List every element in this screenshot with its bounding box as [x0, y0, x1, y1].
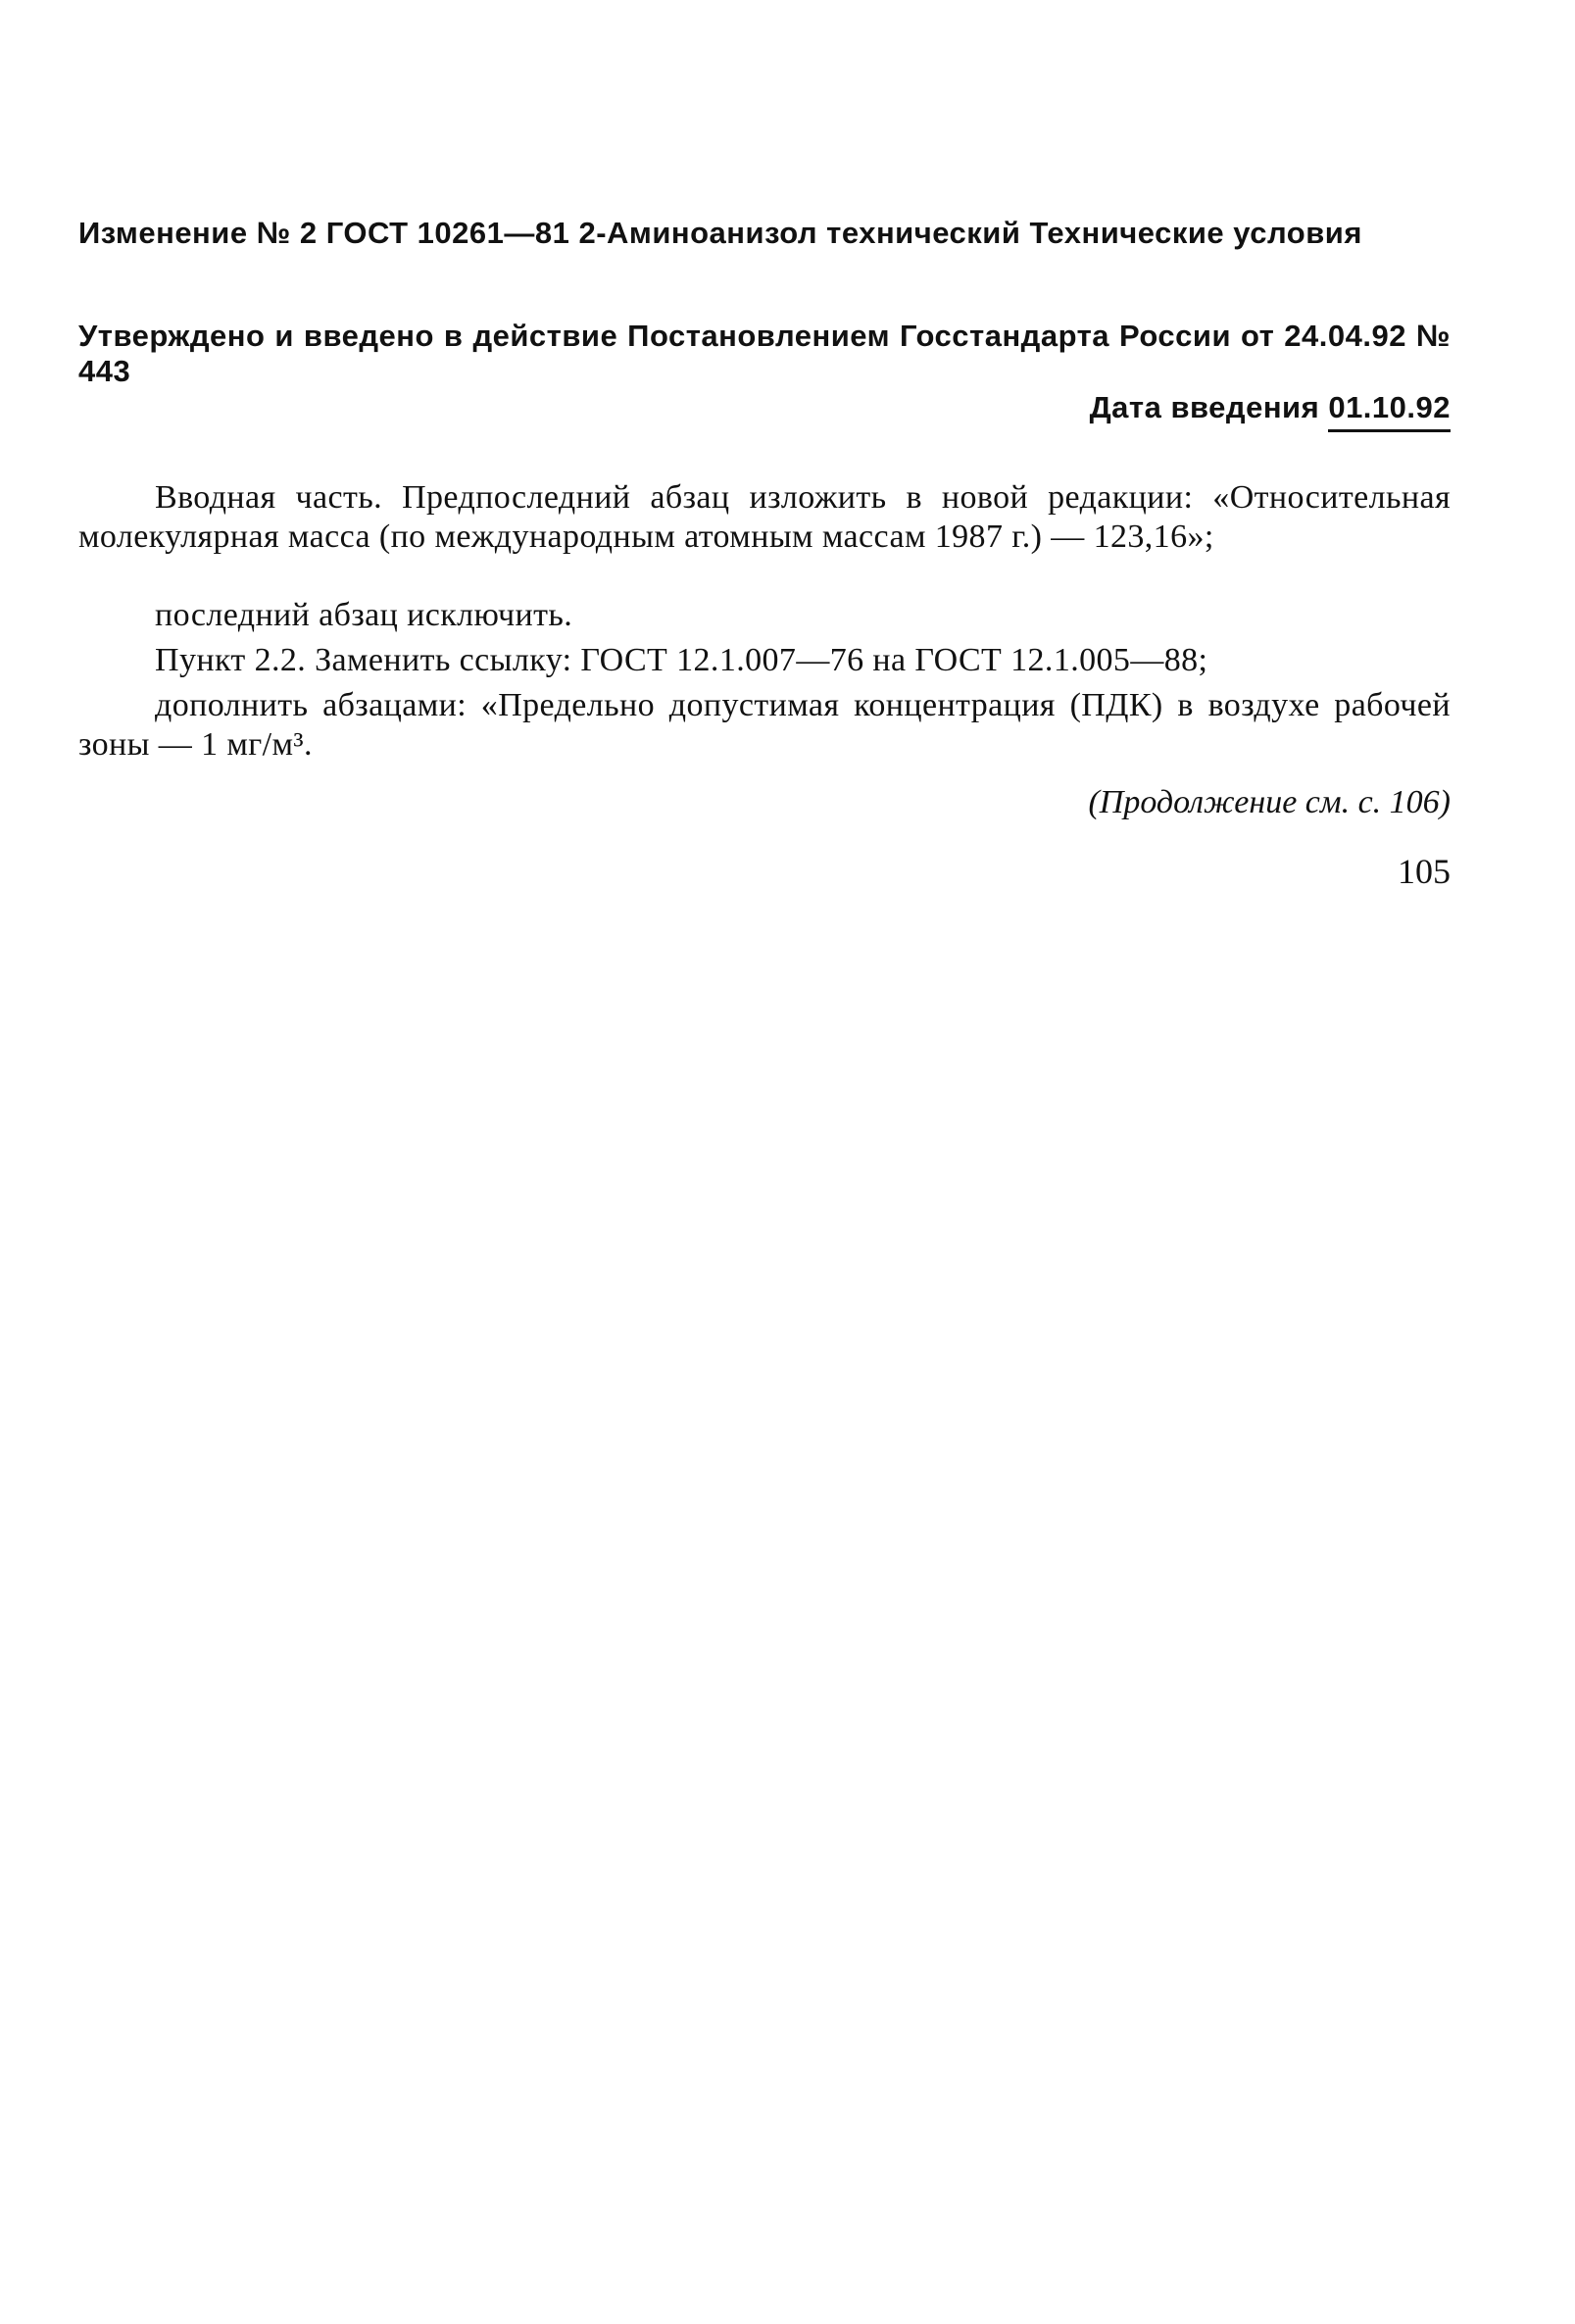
introduction-date-value: 01.10.92: [1328, 390, 1451, 432]
introduction-date-label: Дата введения: [1089, 390, 1320, 424]
introduction-date: [1090, 390, 1451, 432]
continuation-note: (Продолжение см. с. 106): [1088, 784, 1451, 820]
paragraph-clause-2-2: Пункт 2.2. Заменить ссылку: ГОСТ 12.1.007—76 на ГОСТ 12.1.005—88;: [155, 642, 1208, 678]
paragraph-supplement: дополнить абзацами: «Предельно допустимая концентрация (ПДК) в воздухе рабочей зоны — 1 мг/м³.: [78, 687, 1451, 763]
amendment-title: Изменение № 2 ГОСТ 10261—81 2-Аминоанизол технический Технические условия: [78, 216, 1362, 250]
paragraph-last-removed: последний абзац исключить.: [155, 597, 573, 633]
approval-statement: Утверждено и введено в действие Постановлением Госстандарта России от 24.04.92 № 443: [78, 319, 1451, 388]
page-number: 105: [1398, 852, 1451, 891]
paragraph-intro-part: Вводная часть. Предпоследний абзац изложить в новой редакции: «Относительная молекулярная масса (по международным атомным массам 1987 г.) — 123,16»;: [78, 479, 1451, 555]
